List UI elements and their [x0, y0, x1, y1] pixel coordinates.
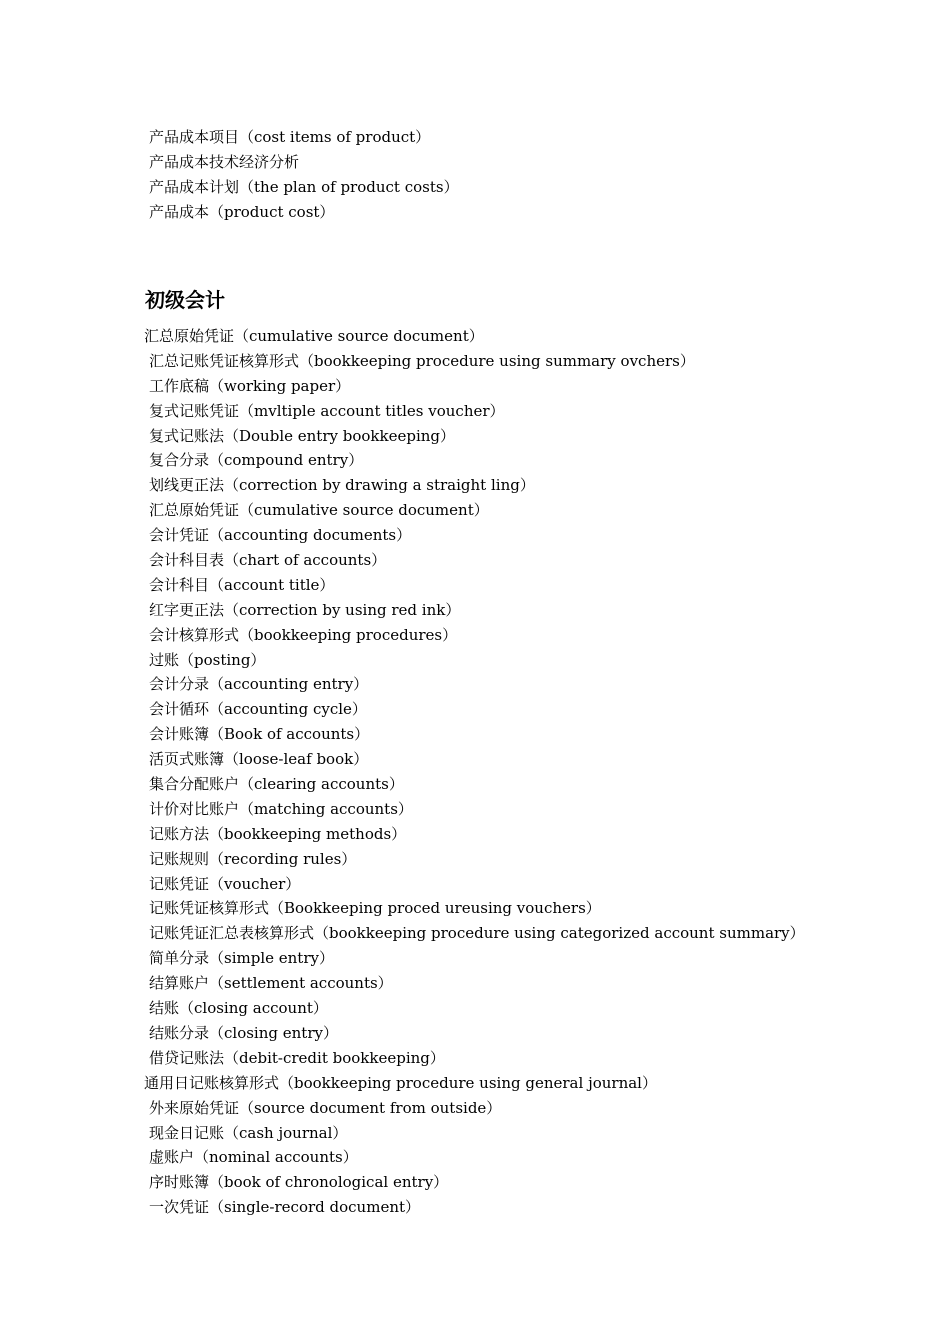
term-line: 划线更正法（correction by drawing a straight ling）	[149, 476, 535, 495]
term-line: 会计科目（account title）	[149, 575, 335, 594]
term-line: 简单分录（simple entry）	[149, 949, 334, 968]
term-line: 汇总原始凭证（cumulative source document）	[144, 327, 484, 345]
term-line: 记账方法（bookkeeping methods）	[149, 824, 407, 843]
term-line: 会计分录（accounting entry）	[149, 675, 369, 694]
term-line: 复合分录（compound entry）	[149, 451, 364, 470]
term-line: 计价对比账户（matching accounts）	[149, 799, 413, 818]
intro-line: 产品成本技术经济分析	[149, 152, 300, 171]
glossary-term-list	[144, 324, 924, 1220]
term-line: 会计凭证（accounting documents）	[149, 526, 412, 545]
term-line: 活页式账簿（loose-leaf book）	[149, 750, 369, 769]
term-line: 外来原始凭证（source document from outside）	[149, 1098, 502, 1117]
term-line: 现金日记账（cash journal）	[149, 1123, 348, 1142]
term-line: 结算账户（settlement accounts）	[149, 974, 393, 993]
term-line: 工作底稿（working paper）	[149, 376, 351, 395]
term-line: 一次凭证（single-record document）	[149, 1198, 421, 1217]
term-line: 红字更正法（correction by using red ink）	[149, 600, 461, 619]
term-line: 集合分配账户（clearing accounts）	[149, 775, 404, 794]
term-line: 复式记账法（Double entry bookkeeping）	[149, 426, 455, 445]
intro-term-list	[149, 125, 909, 225]
term-line: 记账凭证核算形式（Bookkeeping proced ureusing vouchers）	[149, 899, 601, 918]
intro-line: 产品成本（product cost）	[149, 202, 335, 221]
term-line: 通用日记账核算形式（bookkeeping procedure using general journal）	[144, 1073, 657, 1092]
term-line: 虚账户（nominal accounts）	[149, 1148, 358, 1167]
term-line: 会计核算形式（bookkeeping procedures）	[149, 625, 458, 644]
term-line: 借贷记账法（debit-credit bookkeeping）	[149, 1048, 445, 1067]
section-heading: 初级会计	[145, 288, 225, 312]
term-line: 序时账簿（book of chronological entry）	[149, 1173, 449, 1192]
term-line: 会计账簿（Book of accounts）	[149, 725, 370, 744]
term-line: 会计科目表（chart of accounts）	[149, 551, 387, 570]
term-line: 复式记账凭证（mvltiple account titles voucher）	[149, 401, 505, 420]
term-line: 汇总原始凭证（cumulative source document）	[149, 501, 489, 520]
term-line: 过账（posting）	[149, 650, 266, 669]
term-line: 汇总记账凭证核算形式（bookkeeping procedure using summary ovchers）	[149, 351, 695, 370]
intro-line: 产品成本项目（cost items of product）	[149, 128, 431, 146]
term-line: 记账凭证汇总表核算形式（bookkeeping procedure using categorized account summary）	[149, 924, 805, 943]
term-line: 结账（closing account）	[149, 999, 328, 1018]
intro-line: 产品成本计划（the plan of product costs）	[149, 177, 459, 196]
term-line: 记账凭证（voucher）	[149, 874, 301, 893]
term-line: 会计循环（accounting cycle）	[149, 700, 367, 719]
term-line: 记账规则（recording rules）	[149, 849, 357, 868]
term-line: 结账分录（closing entry）	[149, 1023, 338, 1042]
